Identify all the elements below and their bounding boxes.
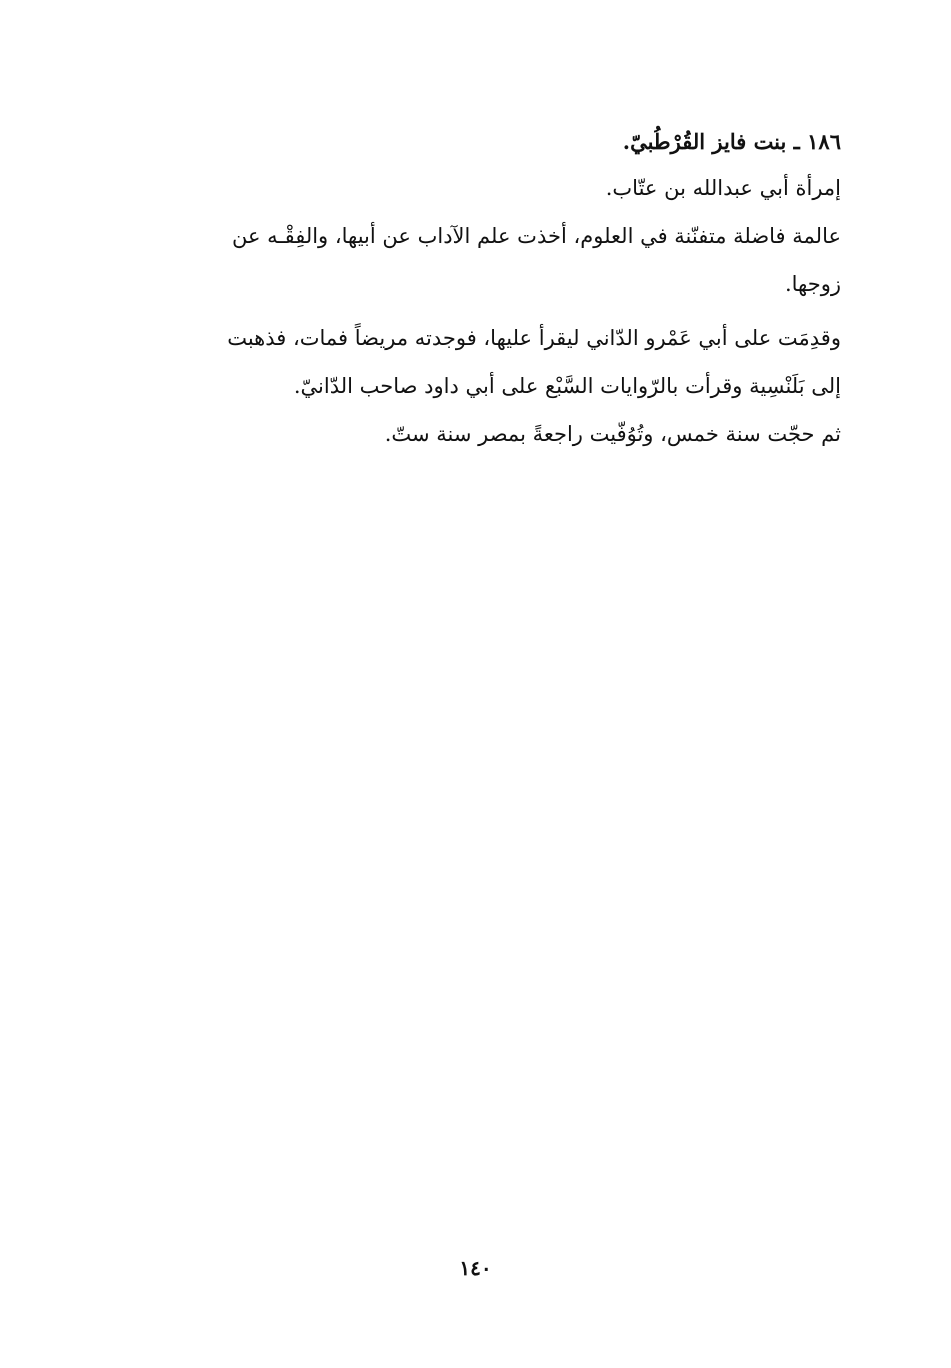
entry-line-1: إمرأة أبي عبدالله بن عتّاب.	[605, 176, 841, 200]
entry-line-6: ثم حجّت سنة خمس، وتُوُفّيت راجعةً بمصر سنة ستّ.	[384, 422, 841, 446]
biography-entry	[125, 118, 841, 458]
entry-heading: ١٨٦ ـ بنت فايز القُرْطُبيّ.	[622, 129, 841, 154]
entry-line-2: عالمة فاضلة متفنّنة في العلوم، أخذت علم الآداب عن أبيها، والفِقْـه عن	[231, 224, 841, 248]
entry-line-3: زوجها.	[784, 272, 841, 296]
entry-line-4: وقدِمَت على أبي عَمْرو الدّاني ليقرأ عليها، فوجدته مريضاً فمات، فذهبت	[227, 326, 841, 350]
page-number: ١٤٠	[459, 1256, 492, 1280]
entry-line-5: إلى بَلَنْسِية وقرأت بالرّوايات السَّبْع على أبي داود صاحب الدّانيّ.	[293, 374, 841, 398]
